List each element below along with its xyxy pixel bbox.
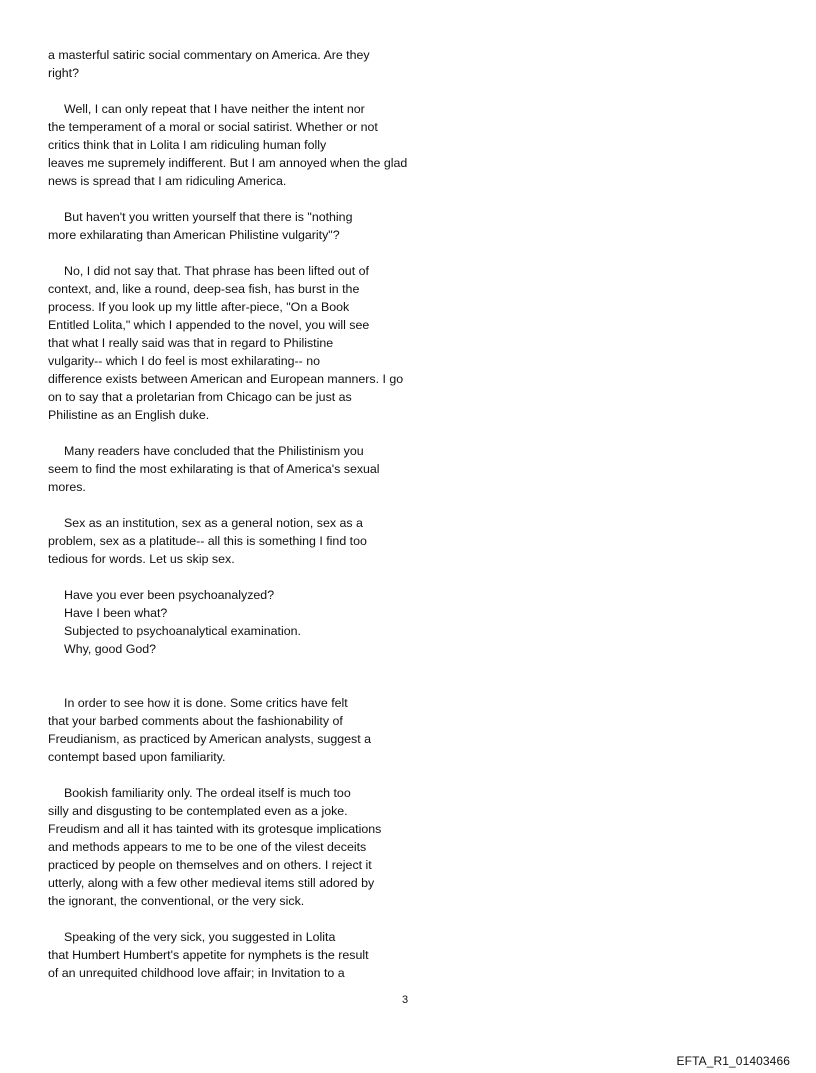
- text-line: contempt based upon familiarity.: [48, 750, 226, 764]
- text-line: the ignorant, the conventional, or the very sick.: [48, 894, 305, 908]
- paragraph-2: [48, 100, 448, 190]
- text-line: silly and disgusting to be contemplated even as a joke.: [48, 804, 348, 818]
- text-line: Bookish familiarity only. The ordeal itself is much too: [64, 786, 351, 800]
- text-line: news is spread that I am ridiculing America.: [48, 174, 287, 188]
- text-line: that Humbert Humbert's appetite for nymphets is the result: [48, 948, 369, 962]
- paragraph-9: [48, 784, 448, 910]
- text-line: right?: [48, 66, 79, 80]
- text-line: of an unrequited childhood love affair; in Invitation to a: [48, 966, 345, 980]
- text-line: and methods appears to me to be one of the vilest deceits: [48, 840, 367, 854]
- document-id: EFTA_R1_01403466: [676, 1054, 790, 1068]
- text-line: seem to find the most exhilarating is that of America's sexual: [48, 462, 380, 476]
- paragraph-1: [48, 46, 448, 82]
- paragraph-spacer: [48, 658, 448, 694]
- text-line: that your barbed comments about the fashionability of: [48, 714, 343, 728]
- paragraph-3: [48, 208, 448, 244]
- text-line: that what I really said was that in regard to Philistine: [48, 336, 334, 350]
- text-line: difference exists between American and European manners. I go: [48, 372, 404, 386]
- text-line: Why, good God?: [64, 642, 157, 656]
- text-line: a masterful satiric social commentary on America. Are they: [48, 48, 370, 62]
- text-line: Philistine as an English duke.: [48, 408, 210, 422]
- paragraph-7: [48, 586, 448, 658]
- text-line: Freudism and all it has tainted with its grotesque implications: [48, 822, 382, 836]
- paragraph-10: [48, 928, 448, 982]
- text-line: In order to see how it is done. Some critics have felt: [64, 696, 348, 710]
- paragraph-8: [48, 694, 448, 766]
- text-line: Entitled Lolita," which I appended to the novel, you will see: [48, 318, 370, 332]
- text-line: mores.: [48, 480, 86, 494]
- text-line: more exhilarating than American Philistine vulgarity"?: [48, 228, 340, 242]
- text-line: problem, sex as a platitude-- all this is something I find too: [48, 534, 367, 548]
- paragraph-6: [48, 514, 448, 568]
- text-line: context, and, like a round, deep-sea fish, has burst in the: [48, 282, 360, 296]
- text-line: process. If you look up my little after-piece, "On a Book: [48, 300, 350, 314]
- text-line: critics think that in Lolita I am ridiculing human folly: [48, 138, 327, 152]
- page-number: 3: [402, 994, 409, 1006]
- text-line: on to say that a proletarian from Chicago can be just as: [48, 390, 352, 404]
- interview-text: [48, 46, 448, 1000]
- text-line: Speaking of the very sick, you suggested in Lolita: [64, 930, 336, 944]
- text-line: practiced by people on themselves and on others. I reject it: [48, 858, 372, 872]
- text-line: leaves me supremely indifferent. But I am annoyed when the glad: [48, 156, 408, 170]
- text-line: vulgarity-- which I do feel is most exhilarating-- no: [48, 354, 321, 368]
- text-line: Have you ever been psychoanalyzed?: [64, 588, 275, 602]
- text-line: No, I did not say that. That phrase has been lifted out of: [64, 264, 369, 278]
- text-line: Have I been what?: [64, 606, 168, 620]
- text-line: Sex as an institution, sex as a general notion, sex as a: [64, 516, 363, 530]
- text-line: utterly, along with a few other medieval items still adored by: [48, 876, 375, 890]
- paragraph-4: [48, 262, 448, 424]
- text-line: the temperament of a moral or social satirist. Whether or not: [48, 120, 378, 134]
- text-line: Many readers have concluded that the Philistinism you: [64, 444, 364, 458]
- text-line: Well, I can only repeat that I have neither the intent nor: [64, 102, 365, 116]
- paragraph-5: [48, 442, 448, 496]
- text-line: But haven't you written yourself that there is "nothing: [64, 210, 353, 224]
- text-line: Subjected to psychoanalytical examination.: [64, 624, 301, 638]
- text-line: tedious for words. Let us skip sex.: [48, 552, 235, 566]
- text-line: Freudianism, as practiced by American analysts, suggest a: [48, 732, 371, 746]
